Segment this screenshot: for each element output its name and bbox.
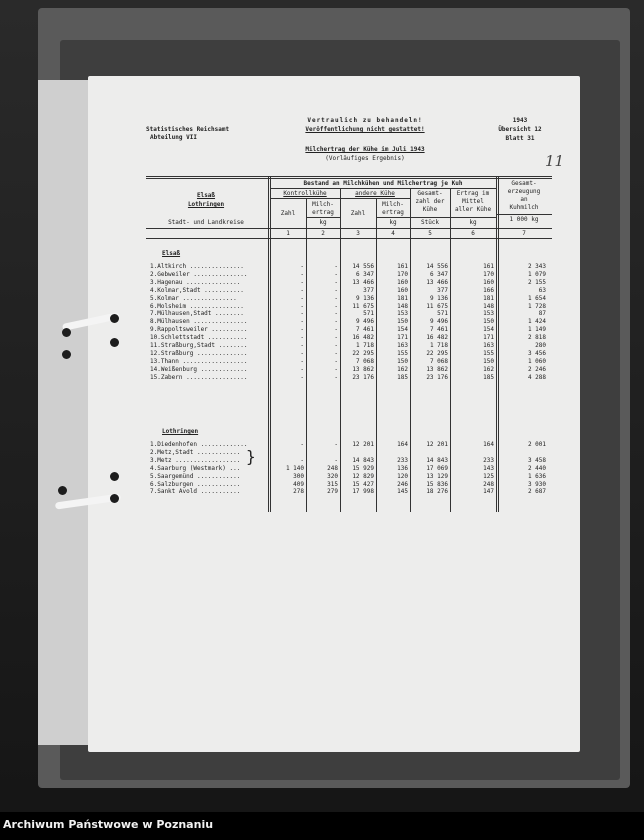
punch-hole <box>110 338 119 347</box>
table-cell-col5: 7 068 <box>429 357 448 365</box>
unit-rule-2 <box>306 217 340 218</box>
table-cell-col1: - <box>300 278 304 286</box>
table-cell-col1: - <box>300 286 304 294</box>
table-cell-col6: 185 <box>483 373 494 381</box>
table-cell-col1: - <box>300 342 304 349</box>
col-header-2b: ertrag <box>312 209 334 216</box>
table-cell-col3: 17 998 <box>352 488 374 496</box>
table-cell-col6: 162 <box>483 365 494 373</box>
col-header-7a: Gesamt- <box>511 180 537 187</box>
punch-hole <box>110 314 119 323</box>
table-cell-col6: 154 <box>483 326 494 334</box>
table-top-rule2 <box>146 178 552 179</box>
table-cell-col5: 23 176 <box>426 373 448 381</box>
header-overview: Übersicht 12 <box>498 126 542 133</box>
table-cell-col6: 233 <box>483 456 494 464</box>
table-cell-col3: 7 461 <box>355 326 374 334</box>
publication-notice: Veröffentlichung nicht gestattet! <box>305 126 425 133</box>
table-cell-col7: 1 079 <box>527 270 546 278</box>
col-header-7b: erzeugung <box>507 188 541 195</box>
row-name: 2.Gebweiler ............... <box>150 270 248 278</box>
punch-hole <box>62 328 71 337</box>
row-name: 5.Saargemünd ............ <box>150 472 241 480</box>
table-cell-col4: 164 <box>397 441 408 448</box>
col-header-5c: Kühe <box>422 206 438 213</box>
table-cell-col7: 4 288 <box>527 373 546 381</box>
table-cell-col6: 147 <box>483 488 494 496</box>
unit-c7: 1 000 kg <box>509 216 539 223</box>
table-cell-col3: 6 347 <box>355 270 374 278</box>
col-header-4b: ertrag <box>382 209 404 216</box>
header-year: 1943 <box>512 117 528 124</box>
table-cell-col1: 409 <box>293 480 304 488</box>
row-name: 1.Altkirch ............... <box>150 263 244 270</box>
table-cell-col5: 14 843 <box>426 456 448 464</box>
table-cell-col7: 2 687 <box>527 488 546 496</box>
stub-header-elsass: Elsaß <box>196 192 216 199</box>
table-cell-col2: 279 <box>327 488 338 496</box>
punch-hole <box>62 350 71 359</box>
col-header-6c: aller Kühe <box>454 206 492 213</box>
table-cell-col3: 22 295 <box>352 349 374 357</box>
unit-rule-7 <box>496 214 552 215</box>
table-cell-col5: 22 295 <box>426 349 448 357</box>
table-cell-col4: 155 <box>397 349 408 357</box>
table-cell-col4: 150 <box>397 357 408 365</box>
table-cell-col1: - <box>300 349 304 357</box>
table-cell-col1: - <box>300 441 304 448</box>
table-cell-col4: 181 <box>397 294 408 302</box>
table-cell-col4: 246 <box>397 480 408 488</box>
table-cell-col3: 13 466 <box>352 278 374 286</box>
row-name: 7.Sankt Avold ........... <box>150 488 241 496</box>
table-cell-col2: - <box>334 334 338 342</box>
table-cell-col5: 17 069 <box>426 464 448 472</box>
col-number-2: 2 <box>321 230 325 237</box>
table-cell-col2: - <box>334 357 338 365</box>
table-cell-col7: 2 343 <box>527 263 546 270</box>
stub-header-kreise: Stadt- und Landkreise <box>168 219 244 226</box>
archive-credit: Archiwum Państwowe w Poznaniu <box>3 818 214 831</box>
table-cell-col2: - <box>334 294 338 302</box>
unit-c4: kg <box>389 219 397 226</box>
table-cell-col6: 155 <box>483 349 494 357</box>
table-cell-col6: 161 <box>483 263 494 270</box>
table-cell-col7: 1 424 <box>527 318 546 326</box>
table-cell-col3: 14 843 <box>352 456 374 464</box>
col-number-3: 3 <box>356 230 360 237</box>
table-cell-col4: 163 <box>397 342 408 349</box>
table-cell-col5: 571 <box>437 310 448 318</box>
row-name: 15.Zabern ................. <box>150 373 248 381</box>
row-name: 2.Metz,Stadt ............ <box>150 448 241 456</box>
table-cell-col3: 7 068 <box>355 357 374 365</box>
table-cell-col3: 377 <box>363 286 374 294</box>
table-cell-col3: 11 675 <box>352 302 374 310</box>
unit-rule-5-6 <box>410 217 496 218</box>
table-cell-col1: - <box>300 310 304 318</box>
table-cell-col7: 1 060 <box>527 357 546 365</box>
table-cell-col1: 278 <box>293 488 304 496</box>
col-header-5a: Gesamt- <box>417 190 443 197</box>
table-cell-col3: 13 862 <box>352 365 374 373</box>
col-header-3: Zahl <box>350 210 366 217</box>
table-cell-col2: - <box>334 373 338 381</box>
table-cell-col7: 280 <box>535 342 546 349</box>
table-cell-col4: 150 <box>397 318 408 326</box>
table-cell-col6: 160 <box>483 278 494 286</box>
table-cell-col4: 120 <box>397 472 408 480</box>
table-cell-col2: - <box>334 302 338 310</box>
col-number-6: 6 <box>471 230 475 237</box>
table-cell-col4: 148 <box>397 302 408 310</box>
table-cell-col7: 1 654 <box>527 294 546 302</box>
table-cell-col7: 2 246 <box>527 365 546 373</box>
col-number-rule-bottom <box>146 238 552 239</box>
subgroup-control: Kontrollkühe <box>283 190 327 197</box>
table-cell-col1: - <box>300 294 304 302</box>
table-cell-col2: - <box>334 278 338 286</box>
col-number-5: 5 <box>428 230 432 237</box>
unit-c5: Stück <box>420 219 440 226</box>
header-sheet: Blatt 31 <box>505 135 535 142</box>
table-title: Milchertrag der Kühe im Juli 1943 <box>305 146 425 153</box>
table-cell-col4: 170 <box>397 270 408 278</box>
table-cell-col3: 9 496 <box>355 318 374 326</box>
section-title-lothringen: Lothringen <box>162 428 199 435</box>
table-cell-col6: 170 <box>483 270 494 278</box>
table-cell-col2: - <box>334 263 338 270</box>
table-cell-col1: - <box>300 373 304 381</box>
row-name: 12.Straßburg .............. <box>150 349 248 357</box>
table-cell-col3: 1 718 <box>355 342 374 349</box>
table-cell-col3: 15 929 <box>352 464 374 472</box>
table-cell-col3: 571 <box>363 310 374 318</box>
col-divider <box>268 176 269 512</box>
table-cell-col4: 162 <box>397 365 408 373</box>
table-cell-col3: 15 427 <box>352 480 374 488</box>
table-cell-col7: 2 001 <box>527 441 546 448</box>
table-cell-col2: 315 <box>327 480 338 488</box>
table-cell-col2: - <box>334 441 338 448</box>
table-cell-col7: 3 456 <box>527 349 546 357</box>
table-cell-col2: - <box>334 286 338 294</box>
col-header-6a: Ertrag im <box>456 190 490 197</box>
table-cell-col5: 11 675 <box>426 302 448 310</box>
table-cell-col5: 13 129 <box>426 472 448 480</box>
punch-hole <box>110 494 119 503</box>
table-cell-col3: 16 482 <box>352 334 374 342</box>
row-name: 7.Mülhausen,Stadt ........ <box>150 310 244 318</box>
subgroup-other: andere Kühe <box>355 190 395 197</box>
col-header-4a: Milch- <box>382 201 404 208</box>
table-cell-col5: 13 466 <box>426 278 448 286</box>
table-cell-col7: 63 <box>538 286 546 294</box>
group-header: Bestand an Milchkühen und Milchertrag je Kuh <box>303 180 463 187</box>
table-cell-col7: 87 <box>538 310 546 318</box>
handwritten-number: 11 <box>545 152 565 170</box>
row-name: 10.Schlettstadt ........... <box>150 334 248 342</box>
row-name: 6.Salzburgen ............ <box>150 480 241 488</box>
table-cell-col7: 1 728 <box>527 302 546 310</box>
table-cell-col6: 164 <box>483 441 494 448</box>
table-cell-col4: 153 <box>397 310 408 318</box>
row-name: 6.Molsheim ............... <box>150 302 244 310</box>
unit-c2: kg <box>319 219 327 226</box>
col-header-7c: an <box>520 196 528 203</box>
table-cell-col6: 150 <box>483 318 494 326</box>
table-cell-col2: - <box>334 456 338 464</box>
row-name: 11.Straßburg,Stadt ........ <box>150 342 248 349</box>
table-cell-col5: 7 461 <box>429 326 448 334</box>
table-cell-col1: - <box>300 263 304 270</box>
table-subtitle: (Vorläufiges Ergebnis) <box>325 155 405 162</box>
col-number-7: 7 <box>522 230 526 237</box>
table-cell-col7: 1 149 <box>527 326 546 334</box>
table-cell-col2: - <box>334 318 338 326</box>
table-cell-col6: 163 <box>483 342 494 349</box>
group-rule <box>270 188 496 189</box>
table-cell-col1: - <box>300 270 304 278</box>
section-title-elsass: Elsaß <box>162 250 181 257</box>
table-cell-col1: 1 140 <box>285 464 304 472</box>
punch-hole <box>58 486 67 495</box>
table-cell-col5: 377 <box>437 286 448 294</box>
table-cell-col7: 2 818 <box>527 334 546 342</box>
table-cell-col6: 166 <box>483 286 494 294</box>
table-cell-col6: 148 <box>483 302 494 310</box>
table-cell-col5: 1 718 <box>429 342 448 349</box>
table-cell-col6: 143 <box>483 464 494 472</box>
table-cell-col1: 300 <box>293 472 304 480</box>
table-cell-col6: 153 <box>483 310 494 318</box>
table-cell-col5: 9 496 <box>429 318 448 326</box>
table-cell-col7: 3 930 <box>527 480 546 488</box>
table-cell-col1: - <box>300 334 304 342</box>
table-cell-col5: 13 862 <box>426 365 448 373</box>
table-cell-col4: 160 <box>397 278 408 286</box>
table-cell-col5: 6 347 <box>429 270 448 278</box>
table-cell-col1: - <box>300 326 304 334</box>
table-cell-col6: 171 <box>483 334 494 342</box>
table-cell-col7: 1 636 <box>527 472 546 480</box>
table-cell-col5: 12 201 <box>426 441 448 448</box>
header-left-line2: Abteilung VII <box>150 134 197 141</box>
table-cell-col2: - <box>334 310 338 318</box>
table-cell-col1: - <box>300 318 304 326</box>
table-top-rule <box>146 176 552 177</box>
row-name: 5.Kolmar ............... <box>150 294 237 302</box>
punch-hole <box>110 472 119 481</box>
table-cell-col5: 15 836 <box>426 480 448 488</box>
col-number-1: 1 <box>286 230 290 237</box>
table-cell-col5: 14 556 <box>426 263 448 270</box>
table-cell-col3: 9 136 <box>355 294 374 302</box>
row-name: 4.Kolmar,Stadt ........... <box>150 286 244 294</box>
row-name: 3.Hagenau ............... <box>150 278 241 286</box>
table-cell-col7: 2 440 <box>527 464 546 472</box>
table-cell-col5: 16 482 <box>426 334 448 342</box>
col-header-5b: zahl der <box>415 198 445 205</box>
row-name: 14.Weißenburg ............. <box>150 365 248 373</box>
table-cell-col3: 14 556 <box>352 263 374 270</box>
table-cell-col5: 18 276 <box>426 488 448 496</box>
header-left-line1: Statistisches Reichsamt <box>146 126 230 133</box>
table-cell-col1: - <box>300 357 304 365</box>
row-name: 3.Metz .................. <box>150 456 241 464</box>
table-cell-col4: 136 <box>397 464 408 472</box>
table-cell-col2: - <box>334 342 338 349</box>
table-cell-col1: - <box>300 456 304 464</box>
table-cell-col4: 185 <box>397 373 408 381</box>
table-cell-col2: - <box>334 365 338 373</box>
table-cell-col4: 233 <box>397 456 408 464</box>
table-cell-col4: 154 <box>397 326 408 334</box>
row-name: 8.Mülhausen ............... <box>150 318 248 326</box>
stub-header-lothringen: Lothringen <box>187 201 225 208</box>
table-cell-col6: 181 <box>483 294 494 302</box>
col-number-4: 4 <box>391 230 395 237</box>
table-cell-col1: - <box>300 302 304 310</box>
col-header-1: Zahl <box>280 210 296 217</box>
table-cell-col2: - <box>334 326 338 334</box>
col-number-rule-top <box>146 228 552 229</box>
table-cell-col2: 248 <box>327 464 338 472</box>
table-cell-col4: 160 <box>397 286 408 294</box>
table-cell-col2: - <box>334 270 338 278</box>
row-name: 4.Saarburg (Westmark) ... <box>150 464 241 472</box>
row-name: 9.Rappoltsweiler .......... <box>150 326 248 334</box>
table-cell-col1: - <box>300 365 304 373</box>
col-header-7d: Kuhmilch <box>509 204 539 211</box>
table-cell-col6: 150 <box>483 357 494 365</box>
table-cell-col3: 12 201 <box>352 441 374 448</box>
table-cell-col5: 9 136 <box>429 294 448 302</box>
table-cell-col3: 12 829 <box>352 472 374 480</box>
row-name: 13.Thann .................. <box>150 357 248 365</box>
table-cell-col6: 248 <box>483 480 494 488</box>
metz-brace: } <box>246 447 256 466</box>
table-cell-col4: 145 <box>397 488 408 496</box>
table-cell-col4: 171 <box>397 334 408 342</box>
col-header-2a: Milch- <box>312 201 334 208</box>
col-header-6b: Mittel <box>462 198 484 205</box>
table-cell-col7: 2 155 <box>527 278 546 286</box>
table-cell-col3: 23 176 <box>352 373 374 381</box>
table-cell-col2: 320 <box>327 472 338 480</box>
table-cell-col2: - <box>334 349 338 357</box>
unit-rule-4 <box>376 217 410 218</box>
table-cell-col6: 125 <box>483 472 494 480</box>
unit-c6: kg <box>469 219 477 226</box>
row-name: 1.Diedenhofen ............. <box>150 441 248 448</box>
confidential-notice: Vertraulich zu behandeln! <box>307 117 423 124</box>
table-cell-col4: 161 <box>397 263 408 270</box>
table-cell-col7: 3 458 <box>527 456 546 464</box>
